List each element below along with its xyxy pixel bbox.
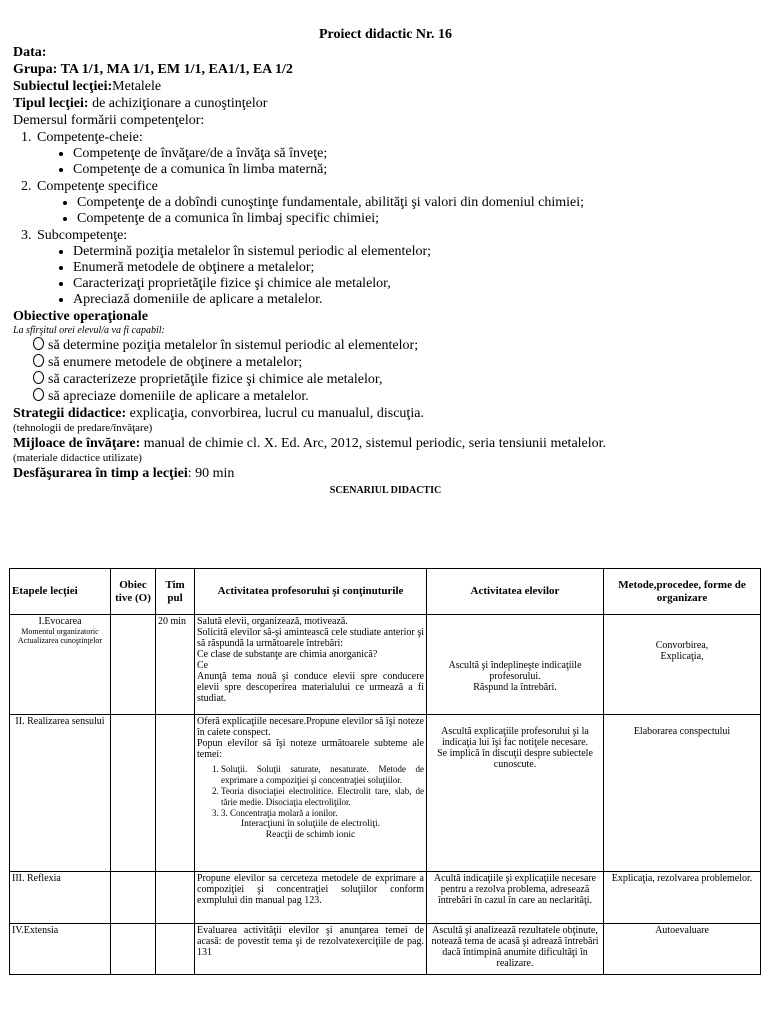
list-item — [33, 371, 758, 388]
table-row — [10, 924, 761, 975]
list-item: • Apreciază domeniile de aplicare a metalelor. — [73, 292, 758, 308]
table-row — [10, 872, 761, 924]
list-item — [33, 388, 758, 405]
strategies-line — [13, 405, 758, 422]
stage-sub: Momentul organizatoric — [21, 627, 99, 636]
means-note: (materiale didactice utilizate) — [13, 452, 142, 464]
lesson-type-value: de achiziţionare a cunoştinţelor — [88, 96, 268, 111]
duration-value: : 90 min — [187, 466, 235, 481]
header-teacher-activity: Activitatea profesorului şi conţinuturile — [195, 569, 427, 615]
stage-cell: II. Realizarea sensului — [10, 715, 111, 872]
list-item: • Determină poziţia metalelor în sistemul periodic al elementelor; — [73, 244, 758, 260]
means-value: manual de chimie cl. X. Ed. Arc, 2012, sistemul periodic, seria tensiunii metalelor. — [140, 436, 607, 451]
student-activity-cell: Ascultă explicaţiile profesorului şi la indicaţia lui îşi fac notiţele necesare. Se implică în discuţii despre subiectele cunoscute. — [427, 715, 604, 872]
objective-text: să enumere metodele de obţinere a metalelor; — [48, 355, 303, 370]
teacher-activity-cell — [195, 715, 427, 872]
lesson-type-line — [13, 95, 758, 112]
teacher-activity-cell: Salută elevii, organizează, motivează. Solicită elevilor să-şi amintească cele studiate anterior şi să răspundă la următoarele întrebări: Ce clase de substanţe are chimia anorganică? Ce Anunţă tema nouă şi conduce elevii spre conducere elevii spre descoperirea materialului ce urmează a fi studiat. — [195, 615, 427, 715]
subject-line — [13, 78, 758, 95]
competence-items — [37, 195, 758, 227]
student-activity-cell: Ascultă şi îndeplineşte indicaţiile profesorului. Răspund la întrebări. — [427, 615, 604, 715]
competence-list — [13, 129, 758, 308]
strategies-note: (tehnologii de predare/învăţare) — [13, 422, 153, 434]
competence-group — [35, 227, 758, 308]
scenario-table — [9, 568, 761, 975]
student-activity-cell: Ascultă şi analizează rezultatele obţinute, notează tema de acasă şi adrează întrebări dacă întimpină anumite dificultăţi în realizare. — [427, 924, 604, 975]
objectives-heading: Obiective operaţionale — [13, 309, 148, 324]
group-line: Grupa: TA 1/1, MA 1/1, EM 1/1, EA1/1, EA 1/2 — [13, 62, 293, 77]
objective-text: să determine poziţia metalelor în sistemul periodic al elementelor; — [48, 338, 419, 353]
competence-items — [37, 244, 758, 308]
list-item — [33, 337, 758, 354]
subject-label: Subiectul lecţiei: — [13, 79, 113, 94]
list-item: • Competenţe de a comunica în limba maternă; — [73, 162, 758, 178]
objective-text: să apreciaze domeniile de aplicare a metalelor. — [48, 389, 309, 404]
lesson-plan-header — [13, 26, 758, 497]
methods-cell: Explicaţia, rezolvarea problemelor. — [604, 872, 761, 924]
means-label: Mijloace de învăţare: — [13, 436, 141, 451]
objectives-cell — [111, 924, 156, 975]
subject-value: Metalele — [112, 79, 162, 94]
objectives-cell — [111, 872, 156, 924]
date-label: Data: — [13, 45, 47, 60]
table-header-row — [10, 569, 761, 615]
subtopic-continuation: Interacţiuni în soluţiile de electroliţi. — [240, 819, 381, 829]
list-item: • Caracterizaţi proprietăţile fizice şi chimice ale metalelor, — [73, 276, 758, 292]
header-objectives: Obiec tive (O) — [111, 569, 156, 615]
list-item: • Competenţe de a dobîndi cunoştinţe fundamentale, abilităţi şi valori din domeniul chimiei; — [77, 195, 758, 211]
list-item: • Enumeră metodele de obţinere a metalelor; — [73, 260, 758, 276]
student-activity-cell: Acultă indicaţiile şi explicaţiile necesare pentru a rezolva problema, adresează întrebări în cazul în care au neclarităţi. — [427, 872, 604, 924]
time-cell: 20 min — [156, 615, 195, 715]
objectives-cell — [111, 615, 156, 715]
lesson-type-label: Tipul lecţiei: — [13, 96, 89, 111]
time-cell — [156, 715, 195, 872]
objectives-intro: La sfîrşitul orei elevul/a va fi capabil: — [13, 325, 165, 336]
list-item: 3. 3. Concentraţia molară a ionilor. — [221, 808, 424, 819]
list-item: 1. Soluţii. Soluţii saturate, nesaturate. Metode de exprimare a compoziţiei şi concentraţiei soluţiilor. — [221, 764, 424, 786]
stage-cell — [10, 615, 111, 715]
objectives-list — [13, 337, 758, 405]
competence-process: Demersul formării competenţelor: — [13, 113, 205, 128]
methods-cell: Convorbirea, Explicaţia, — [604, 615, 761, 715]
competence-group-label: Competenţe specifice — [37, 179, 158, 194]
circle-bullet-icon — [33, 371, 44, 384]
strategies-value: explicaţia, convorbirea, lucrul cu manualul, discuţia. — [126, 406, 424, 421]
competence-group — [35, 178, 758, 227]
list-item — [33, 354, 758, 371]
header-methods: Metode,procedee, forme de organizare — [604, 569, 761, 615]
header-student-activity: Activitatea elevilor — [427, 569, 604, 615]
subtopics-list — [197, 764, 424, 819]
competence-group-label: Competenţe-cheie: — [37, 130, 143, 145]
methods-cell: Autoevaluare — [604, 924, 761, 975]
header-time: Tim pul — [156, 569, 195, 615]
stage-sub: Actualizarea cunoştinţelor — [17, 636, 103, 645]
objective-text: să caracterizeze proprietăţile fizice şi chimice ale metalelor, — [48, 372, 383, 387]
header-stages: Etapele lecţiei — [10, 569, 111, 615]
time-cell — [156, 872, 195, 924]
strategies-label: Strategii didactice: — [13, 406, 127, 421]
table-row — [10, 615, 761, 715]
list-item: • Competenţe de a comunica în limbaj specific chimiei; — [77, 211, 758, 227]
means-line — [13, 435, 758, 452]
circle-bullet-icon — [33, 354, 44, 367]
table-row — [10, 715, 761, 872]
list-item: • Competenţe de învăţare/de a învăţa să înveţe; — [73, 146, 758, 162]
stage-cell: III. Reflexia — [10, 872, 111, 924]
circle-bullet-icon — [33, 388, 44, 401]
duration-line — [13, 465, 758, 482]
stage-name: I.Evocarea — [38, 616, 82, 627]
methods-cell: Elaborarea conspectului — [604, 715, 761, 872]
document-title: Proiect didactic Nr. 16 — [319, 27, 452, 42]
competence-group — [35, 129, 758, 178]
teacher-intro: Oferă explicaţiile necesare.Propune elevilor să îşi noteze în caiete conspect. Popun elevilor să îşi noteze următoarele subteme ale temei: — [197, 716, 424, 760]
time-cell — [156, 924, 195, 975]
teacher-activity-cell: Propune elevilor sa cerceteza metodele de exprimare a compoziţiei şi concentraţiei soluţiilor conform exmplului din manual pag 123. — [195, 872, 427, 924]
scenario-title: SCENARIUL DIDACTIC — [329, 485, 442, 496]
list-item: 2. Teoria disociaţiei electrolitice. Electrolit tare, slab, de tărie medie. Disociaţia electroliţilor. — [221, 786, 424, 808]
stage-cell: IV.Extensia — [10, 924, 111, 975]
competence-items — [37, 146, 758, 178]
competence-group-label: Subcompetenţe: — [37, 228, 128, 243]
circle-bullet-icon — [33, 337, 44, 350]
teacher-activity-cell: Evaluarea activităţii elevilor şi anunţarea temei de acasă: de povestit tema şi de rezolvatexerciţiile de pag. 131 — [195, 924, 427, 975]
subtopic-continuation: Reacţii de schimb ionic — [265, 830, 356, 840]
duration-label: Desfăşurarea în timp a lecţiei — [13, 466, 188, 481]
objectives-cell — [111, 715, 156, 872]
